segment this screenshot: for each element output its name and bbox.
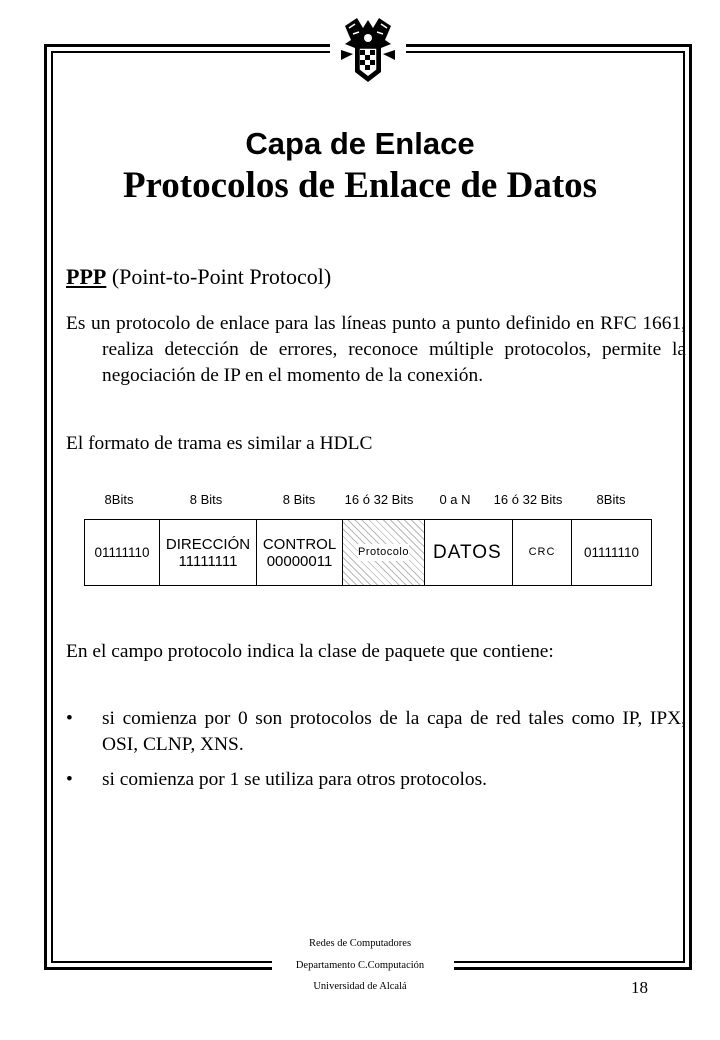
field-flag-start [85,520,160,585]
ppp-description: Es un protocolo de enlace para las líneas punto a punto definido en RFC 1661, realiza detección de errores, reconoce múltiple protocolos, permite la negociación de IP en el momento de la conexión. [66,313,686,386]
field-protocol-label: Protocolo [358,544,409,561]
bullet-symbol: • [66,769,73,790]
field-control [257,520,343,585]
footer-department: Departamento C.Computación [295,960,425,971]
field-size-control: 8 Bits [282,492,316,507]
field-address-label: DIRECCIÓN [165,535,251,553]
slide-title: Capa de Enlace [245,126,475,161]
field-size-crc: 16 ó 32 Bits [493,492,563,507]
list-item [66,767,686,793]
list-item-text: si comienza por 0 son protocolos de la capa de red tales como IP, IPX, OSI, CLNP, XNS. [102,708,686,755]
slide-subtitle: Protocolos de Enlace de Datos [122,165,598,206]
page-number: 18 [631,978,648,997]
field-size-protocol: 16 ó 32 Bits [344,492,414,507]
university-crest-icon [335,14,401,86]
frame-format-sentence: El formato de trama es similar a HDLC [66,433,373,454]
field-control-value: 00000011 [266,552,333,570]
field-data-label: DATOS [433,542,502,563]
ppp-acronym: PPP [66,264,107,289]
bullet-symbol: • [66,708,73,729]
list-item-text: si comienza por 1 se utiliza para otros protocolos. [102,769,488,790]
footer-course: Redes de Computadores [308,938,412,949]
list-item [66,706,686,758]
field-control-label: CONTROL [262,535,337,553]
ppp-expansion: (Point-to-Point Protocol) [111,264,332,289]
field-flag-end-value: 01111110 [583,545,640,560]
ppp-heading [66,264,331,290]
field-address-value: 11111111 [178,552,238,570]
protocol-field-sentence: En el campo protocolo indica la clase de paquete que contiene: [66,641,554,662]
ppp-frame-diagram [84,519,652,586]
field-size-data: 0 a N [439,492,471,507]
field-crc [513,520,572,585]
field-crc-label: CRC [528,546,556,558]
field-flag-start-value: 01111110 [94,545,150,560]
field-protocol [343,520,425,585]
field-size-flag-start: 8Bits [104,492,134,507]
footer-university: Universidad de Alcalá [313,981,407,992]
field-flag-end [572,520,652,585]
field-address [160,520,257,585]
field-data [425,520,513,585]
field-size-address: 8 Bits [189,492,223,507]
field-size-flag-end: 8Bits [596,492,626,507]
